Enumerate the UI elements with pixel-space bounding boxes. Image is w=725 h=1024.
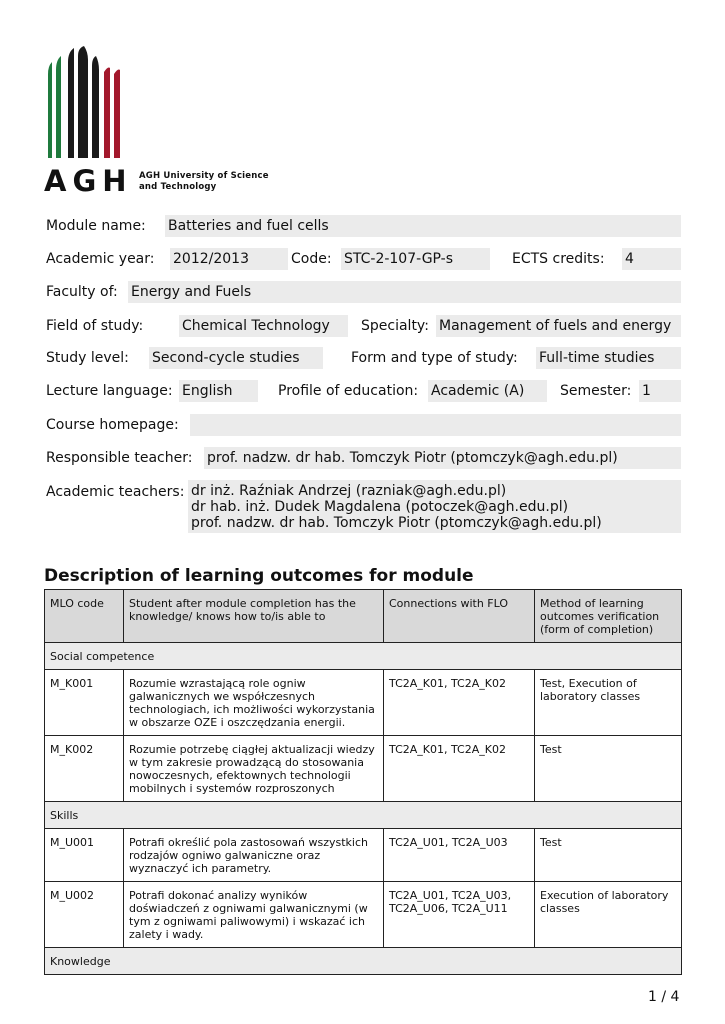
group-label: Skills (45, 802, 682, 829)
cell-description: Potrafi określić pola zastosowań wszystkich rodzajów ogniwo galwaniczne oraz wyznaczyć ich parametry. (124, 829, 384, 882)
cell-code: M_U001 (45, 829, 124, 882)
university-name-line1: AGH University of Science (139, 171, 269, 181)
language-label: Lecture language: (46, 383, 173, 399)
code-value: STC-2-107-GP-s (341, 248, 490, 270)
table-row (45, 829, 682, 882)
cell-description: Rozumie potrzebę ciągłej aktualizacji wiedzy w tym zakresie prowadzącą do stosowania nowoczesnych, efektownych technologii mobilnych i systemów rozproszonych (124, 736, 384, 802)
form-type-value: Full-time studies (536, 347, 681, 369)
profile-label: Profile of education: (278, 383, 419, 399)
cell-flo: TC2A_K01, TC2A_K02 (384, 736, 535, 802)
cell-flo: TC2A_U01, TC2A_U03 (384, 829, 535, 882)
code-label: Code: (291, 251, 332, 267)
cell-code: M_U002 (45, 882, 124, 948)
academic-year-label: Academic year: (46, 251, 155, 267)
academic-teacher: dr hab. inż. Dudek Magdalena (potoczek@agh.edu.pl) (191, 499, 569, 515)
cell-flo: TC2A_U01, TC2A_U03, TC2A_U06, TC2A_U11 (384, 882, 535, 948)
table-header-row (45, 590, 682, 643)
cell-method: Test (535, 829, 682, 882)
semester-value: 1 (639, 380, 681, 402)
academic-teachers-label: Academic teachers: (46, 484, 185, 500)
university-name (139, 171, 269, 193)
semester-label: Semester: (560, 383, 632, 399)
specialty-value: Management of fuels and energy (436, 315, 681, 337)
page-number: 1 / 4 (648, 989, 680, 1005)
header-flo: Connections with FLO (384, 590, 535, 643)
header-description: Student after module completion has the knowledge/ knows how to/is able to (124, 590, 384, 643)
responsible-teacher-value: prof. nadzw. dr hab. Tomczyk Piotr (ptomczyk@agh.edu.pl) (204, 447, 681, 469)
group-label: Knowledge (45, 948, 682, 975)
module-name-value: Batteries and fuel cells (165, 215, 681, 237)
table-row (45, 670, 682, 736)
header-mlo-code: MLO code (45, 590, 124, 643)
language-value: English (179, 380, 258, 402)
cell-description: Rozumie wzrastającą role ogniw galwanicznych we współczesnych technologiach, ich możliwości wykorzystania w obszarze OZE i oszczędzania energii. (124, 670, 384, 736)
academic-teacher: prof. nadzw. dr hab. Tomczyk Piotr (ptomczyk@agh.edu.pl) (191, 515, 602, 531)
outcomes-section-title: Description of learning outcomes for module (44, 566, 474, 586)
agh-logo-bars (44, 46, 124, 158)
module-name-label: Module name: (46, 218, 146, 234)
academic-teachers-list (188, 480, 681, 533)
homepage-label: Course homepage: (46, 417, 179, 433)
academic-teacher: dr inż. Raźniak Andrzej (razniak@agh.edu.pl) (191, 483, 507, 499)
study-level-value: Second-cycle studies (149, 347, 323, 369)
profile-value: Academic (A) (428, 380, 547, 402)
group-label: Social competence (45, 643, 682, 670)
university-name-line2: and Technology (139, 182, 217, 192)
field-of-study-label: Field of study: (46, 318, 144, 334)
header-method: Method of learning outcomes verification (form of completion) (535, 590, 682, 643)
group-row-social (45, 643, 682, 670)
ects-value: 4 (622, 248, 681, 270)
field-of-study-value: Chemical Technology (179, 315, 348, 337)
study-level-label: Study level: (46, 350, 129, 366)
agh-logo (44, 46, 274, 196)
group-row-skills (45, 802, 682, 829)
ects-label: ECTS credits: (512, 251, 605, 267)
cell-flo: TC2A_K01, TC2A_K02 (384, 670, 535, 736)
form-type-label: Form and type of study: (351, 350, 518, 366)
cell-method: Test (535, 736, 682, 802)
agh-letters: AGH (44, 164, 133, 198)
cell-code: M_K001 (45, 670, 124, 736)
cell-method: Test, Execution of laboratory classes (535, 670, 682, 736)
responsible-teacher-label: Responsible teacher: (46, 450, 193, 466)
learning-outcomes-table (44, 589, 682, 975)
table-row (45, 882, 682, 948)
table-row (45, 736, 682, 802)
cell-code: M_K002 (45, 736, 124, 802)
homepage-value (190, 414, 681, 436)
cell-method: Execution of laboratory classes (535, 882, 682, 948)
group-row-knowledge (45, 948, 682, 975)
specialty-label: Specialty: (361, 318, 429, 334)
academic-year-value: 2012/2013 (170, 248, 288, 270)
faculty-label: Faculty of: (46, 284, 118, 300)
faculty-value: Energy and Fuels (128, 281, 681, 303)
cell-description: Potrafi dokonać analizy wyników doświadczeń z ogniwami galwanicznymi (w tym z ogniwami paliwowymi) i wskazać ich zalety i wady. (124, 882, 384, 948)
